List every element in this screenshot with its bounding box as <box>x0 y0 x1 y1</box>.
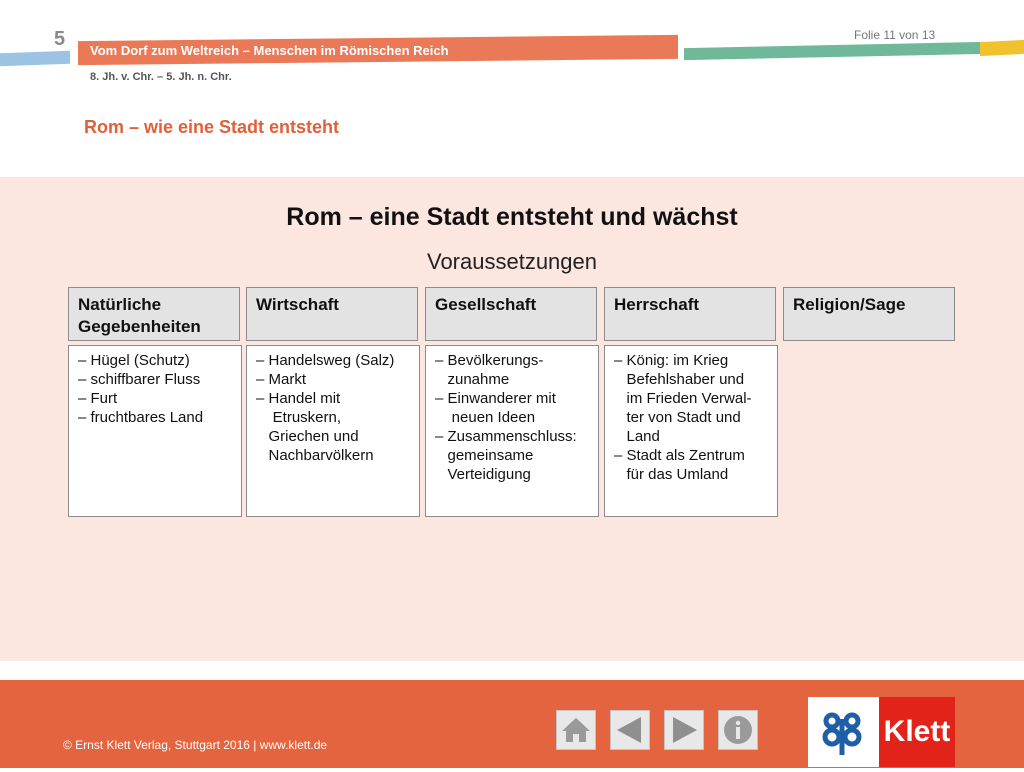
column-heading: Wirtschaft <box>246 287 418 341</box>
list-item: neuen Ideen <box>435 409 536 426</box>
list-item: für das Umland <box>614 466 729 483</box>
column-body <box>246 345 420 517</box>
subtitle: Voraussetzungen <box>426 249 598 274</box>
content-area <box>0 177 1024 661</box>
list-item: Etruskern, <box>256 409 342 426</box>
list-item: im Frieden Verwal- <box>614 390 752 407</box>
list-item: – Handelsweg (Salz) <box>256 352 395 369</box>
list-item: – Zusammenschluss: <box>435 428 577 445</box>
column-heading: Religion/Sage <box>783 287 955 341</box>
list-item: Griechen und <box>256 428 359 445</box>
header-stripe-blue <box>0 51 70 66</box>
column-heading: Gesellschaft <box>425 287 597 341</box>
slide-counter: Folie 11 von 13 <box>854 28 936 42</box>
list-item: – Bevölkerungs- <box>435 352 544 369</box>
list-item: zunahme <box>435 371 510 388</box>
previous-slide-button[interactable] <box>610 710 650 750</box>
list-item: gemeinsame <box>435 447 534 464</box>
arrow-right-icon <box>665 711 703 749</box>
column-body <box>425 345 599 517</box>
list-item: Verteidigung <box>435 466 531 483</box>
info-icon <box>719 711 757 749</box>
list-item: – König: im Krieg <box>614 352 729 369</box>
column-heading: Natürliche Gegebenheiten <box>68 287 240 341</box>
list-item: – Handel mit <box>256 390 341 407</box>
klett-logo <box>808 697 955 767</box>
list-item: – Stadt als Zentrum <box>614 447 745 464</box>
chapter-number: 5 <box>54 28 66 50</box>
list-item: Land <box>614 428 660 445</box>
list-item: – Einwanderer mit <box>435 390 556 407</box>
klett-clover-icon <box>808 697 876 767</box>
header-stripe-yellow <box>980 40 1024 56</box>
arrow-left-icon <box>611 711 649 749</box>
header-stripe-green <box>684 42 984 60</box>
footer <box>0 680 1024 768</box>
list-item: Nachbarvölkern <box>256 447 374 464</box>
info-button[interactable] <box>718 710 758 750</box>
main-title: Rom – eine Stadt entsteht und wächst <box>286 203 738 231</box>
home-button[interactable] <box>556 710 596 750</box>
list-item: Befehlshaber und <box>614 371 745 388</box>
chapter-title: Vom Dorf zum Weltreich – Menschen im Römischen Reich <box>90 43 449 58</box>
home-icon <box>557 711 595 749</box>
section-title: Rom – wie eine Stadt entsteht <box>84 117 340 137</box>
era-label: 8. Jh. v. Chr. – 5. Jh. n. Chr. <box>90 71 232 83</box>
list-item: – Hügel (Schutz) <box>78 352 190 369</box>
list-item: – Markt <box>256 371 307 388</box>
klett-wordmark: Klett <box>879 697 955 767</box>
copyright-text: © Ernst Klett Verlag, Stuttgart 2016 | www.klett.de <box>63 738 328 752</box>
column-heading: Herrschaft <box>604 287 776 341</box>
column-body <box>604 345 778 517</box>
list-item: ter von Stadt und <box>614 409 741 426</box>
column-body <box>68 345 242 517</box>
list-item: – schiffbarer Fluss <box>78 371 201 388</box>
list-item: – fruchtbares Land <box>78 409 204 426</box>
next-slide-button[interactable] <box>664 710 704 750</box>
list-item: – Furt <box>78 390 118 407</box>
